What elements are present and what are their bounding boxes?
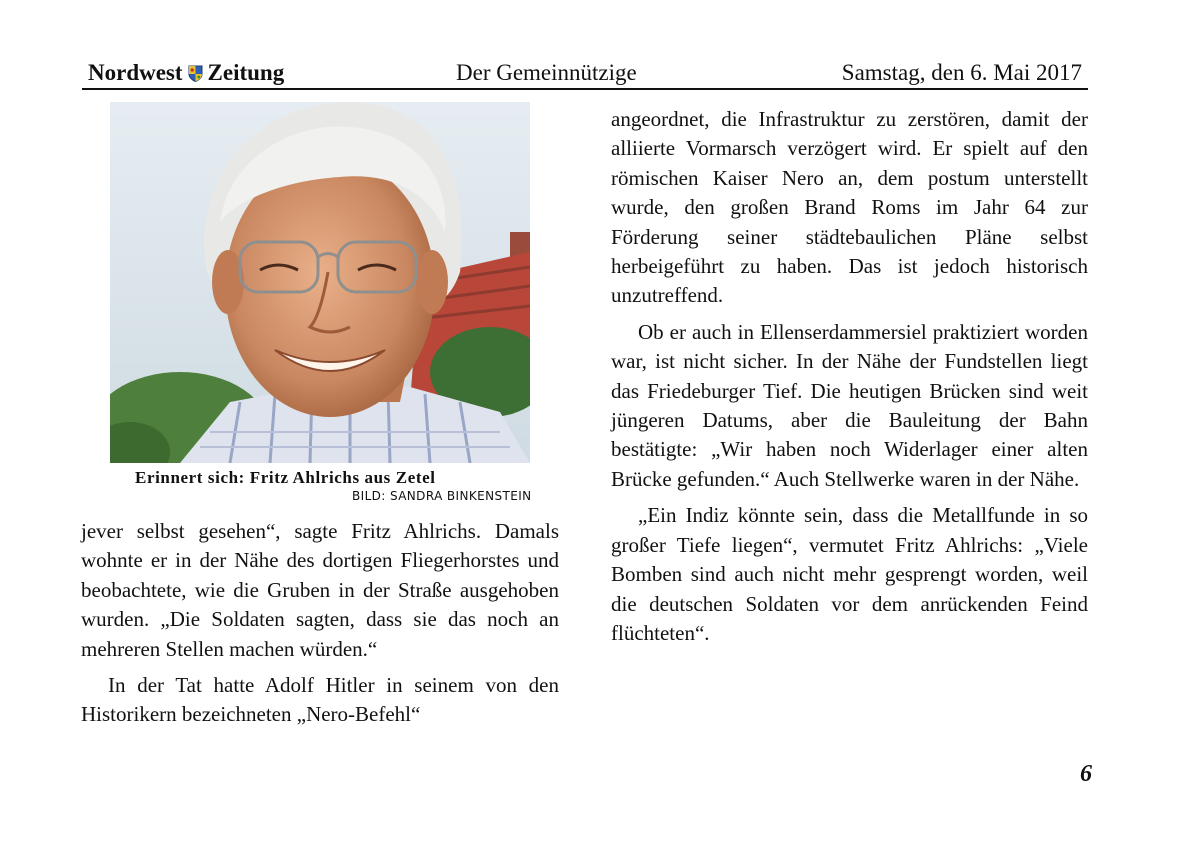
portrait-photo [110,102,530,463]
paragraph: Ob er auch in Ellenserdammersiel praktiziert worden war, ist nicht sicher. In der Nähe der Fundstellen liegt das Friedeburger Tief. Die heutigen Brücken sind weit jüngeren Datums, aber die Bauleitung der Bahn bestätigte: „Wir haben noch Widerlager einer alten Brücke gefunden.“ Auch Stellwerke waren in der Nähe. [611,319,1088,491]
header-rule [82,88,1088,90]
coat-of-arms-icon [188,65,203,82]
photo-caption: Erinnert sich: Fritz Ahlrichs aus Zetel [135,468,436,487]
paragraph: In der Tat hatte Adolf Hitler in seinem von den Historikern bezeichneten „Nero-Befehl“ [81,673,559,727]
brand-name-right: Zeitung [207,60,285,85]
issue-date: Samstag, den 6. Mai 2017 [841,60,1082,85]
section-title: Der Gemeinnützige [456,60,637,85]
photo-credit: BILD: SANDRA BINKENSTEIN [352,489,532,503]
paragraph: jever selbst gesehen“, sagte Fritz Ahlrichs. Damals wohnte er in der Nähe des dortigen Fliegerhorstes und beobachtete, wie die Gruben in der Straße ausgehoben wurden. „Die Soldaten sagten, dass sie das noch an mehreren Stellen machen würden.“ [81,519,559,661]
brand-name-left: Nordwest [88,60,183,85]
page-number: 6 [1080,761,1092,787]
newspaper-brand [88,60,284,86]
portrait-illustration [110,102,530,463]
article-column-right [611,105,1088,648]
paragraph: „Ein Indiz könnte sein, dass die Metallfunde in so großer Tiefe liegen“, vermutet Fritz Ahlrichs: „Viele Bomben sind auch nicht mehr gesprengt worden, weil die deutschen Soldaten vor dem anrückenden Feind flüchteten“. [611,503,1088,645]
article-column-left [81,517,559,730]
paragraph: angeordnet, die Infrastruktur zu zerstören, damit der alliierte Vormarsch verzögert wird. Er spielt auf den römischen Kaiser Nero an, dem postum unterstellt wurde, den großen Brand Roms im Jahr 64 zur Förderung seiner städtebaulichen Pläne selbst herbeigeführt zu haben. Das ist jedoch historisch unzutreffend. [611,107,1088,308]
page-header [82,56,1088,90]
